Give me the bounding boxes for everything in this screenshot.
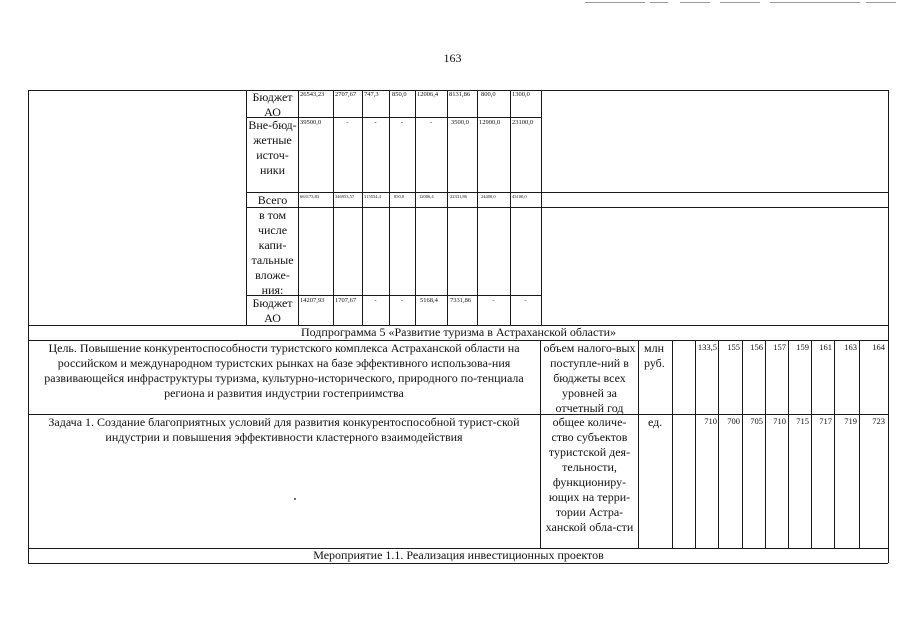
task-indicator: общее количе-ство субъектов туристской дея-тельности, функциониру-ющих на терри-тории Астра-ханской обла-сти xyxy=(545,415,634,534)
col-divider xyxy=(695,340,696,548)
table-bottom-border xyxy=(28,563,888,564)
budget-value: 3500,0 xyxy=(451,119,469,126)
scan-artifact xyxy=(585,2,645,3)
col-divider xyxy=(718,340,719,548)
scan-artifact xyxy=(720,2,760,3)
budget-value: 12900,0 xyxy=(479,119,501,126)
budget-value: 747,3 xyxy=(364,91,379,98)
task-value: 719 xyxy=(844,416,857,426)
budget-value: 24400,0 xyxy=(481,194,496,199)
col-divider xyxy=(638,340,639,548)
funding-source-label: Бюджет АО xyxy=(252,90,293,119)
budget-value: 8131,86 xyxy=(449,91,471,98)
goal-indicator: объем налого-вых поступле-ний в бюджеты всех уровней за отчетный год xyxy=(543,341,636,415)
col-divider xyxy=(811,340,812,548)
goal-value: 163 xyxy=(844,342,857,352)
budget-value: 850,0 xyxy=(392,91,407,98)
col-divider xyxy=(834,340,835,548)
row-divider xyxy=(246,192,888,193)
page-number: 163 xyxy=(443,51,462,65)
col-divider xyxy=(540,340,541,548)
budget-value: - xyxy=(429,119,433,126)
budget-value: - xyxy=(492,297,495,304)
budget-value: 26543,23 xyxy=(300,91,325,98)
budget-value: - xyxy=(346,119,349,126)
task-unit: ед. xyxy=(648,415,663,429)
goal-text: Цель. Повышение конкурентоспособности туристского комплекса Астраханской области на российском и международном туристских рынках на базе эффективного использова-ния развивающейся инфраструктуры туризма, культурно-исторического, природного по-тенциала региона и развития индустрии гостеприимства xyxy=(44,341,524,400)
goal-value: 133,5 xyxy=(697,342,717,352)
funding-source-label: Всего xyxy=(257,193,288,207)
budget-value: 850,0 xyxy=(394,194,405,199)
task-value: 723 xyxy=(872,416,885,426)
budget-value: 43100,0 xyxy=(512,194,527,199)
task-value: 717 xyxy=(819,416,832,426)
task-value: 710 xyxy=(773,416,786,426)
budget-value: 22331,86 xyxy=(450,194,467,199)
goal-unit: млн руб. xyxy=(644,341,665,370)
budget-value: 7331,86 xyxy=(450,297,472,304)
goal-value: 164 xyxy=(872,342,885,352)
task-value: 705 xyxy=(750,416,763,426)
goal-value: 156 xyxy=(750,342,763,352)
budget-value: - xyxy=(400,119,404,126)
budget-value: 12006,4 xyxy=(419,194,434,199)
task-value: 700 xyxy=(727,416,740,426)
scan-artifact xyxy=(770,2,860,3)
budget-value: - xyxy=(400,297,404,304)
budget-value: 12006,4 xyxy=(417,91,439,98)
funding-source-label: Вне-бюд-жетные источ-ники xyxy=(248,118,297,177)
scan-artifact xyxy=(650,2,668,3)
col-divider xyxy=(672,340,673,548)
budget-value: 1300,0 xyxy=(512,91,530,98)
budget-value: 1707,67 xyxy=(335,297,357,304)
budget-value: 14207,93 xyxy=(300,297,325,304)
col-divider xyxy=(477,90,478,325)
col-divider xyxy=(859,340,860,548)
budget-value: - xyxy=(374,119,377,126)
scan-artifact xyxy=(866,2,896,3)
budget-value: - xyxy=(524,297,527,304)
funding-source-label: в том числе капи-тальные вложе-ния: xyxy=(251,208,294,297)
funding-source-label: Бюджет АО xyxy=(252,296,293,325)
budget-value: 800,0 xyxy=(481,91,496,98)
col-divider xyxy=(447,90,448,325)
col-divider xyxy=(246,90,247,325)
task-value: 715 xyxy=(796,416,809,426)
budget-value: 39500,0 xyxy=(300,119,322,126)
row-divider xyxy=(246,207,888,208)
col-divider xyxy=(298,90,299,325)
col-divider xyxy=(742,340,743,548)
table-right-border xyxy=(888,90,889,563)
budget-value: 663173,83 xyxy=(300,194,320,199)
budget-value: 2707,67 xyxy=(335,91,357,98)
budget-value: 315554,4 xyxy=(364,194,381,199)
goal-value: 161 xyxy=(819,342,832,352)
col-divider xyxy=(510,90,511,325)
goal-value: 155 xyxy=(727,342,740,352)
goal-value: 157 xyxy=(773,342,786,352)
budget-value: - xyxy=(374,297,377,304)
col-divider xyxy=(788,340,789,548)
budget-value: 5168,4 xyxy=(420,297,438,304)
col-divider xyxy=(765,340,766,548)
scan-speck xyxy=(294,498,296,500)
budget-value: 23100,0 xyxy=(512,119,534,126)
col-divider xyxy=(541,90,542,325)
subprogram-title: Подпрограмма 5 «Развитие туризма в Астраханской области» xyxy=(300,325,616,339)
task-text: Задача 1. Создание благоприятных условий для развития конкурентоспособной турист-ской индустрии и повышения эффективности кластерного взаимодействия xyxy=(48,415,520,444)
budget-value: 346953,57 xyxy=(335,194,355,199)
goal-value: 159 xyxy=(796,342,809,352)
measure-title: Мероприятие 1.1. Реализация инвестиционных проектов xyxy=(313,548,604,562)
scan-artifact xyxy=(680,2,710,3)
task-value: 710 xyxy=(704,416,717,426)
